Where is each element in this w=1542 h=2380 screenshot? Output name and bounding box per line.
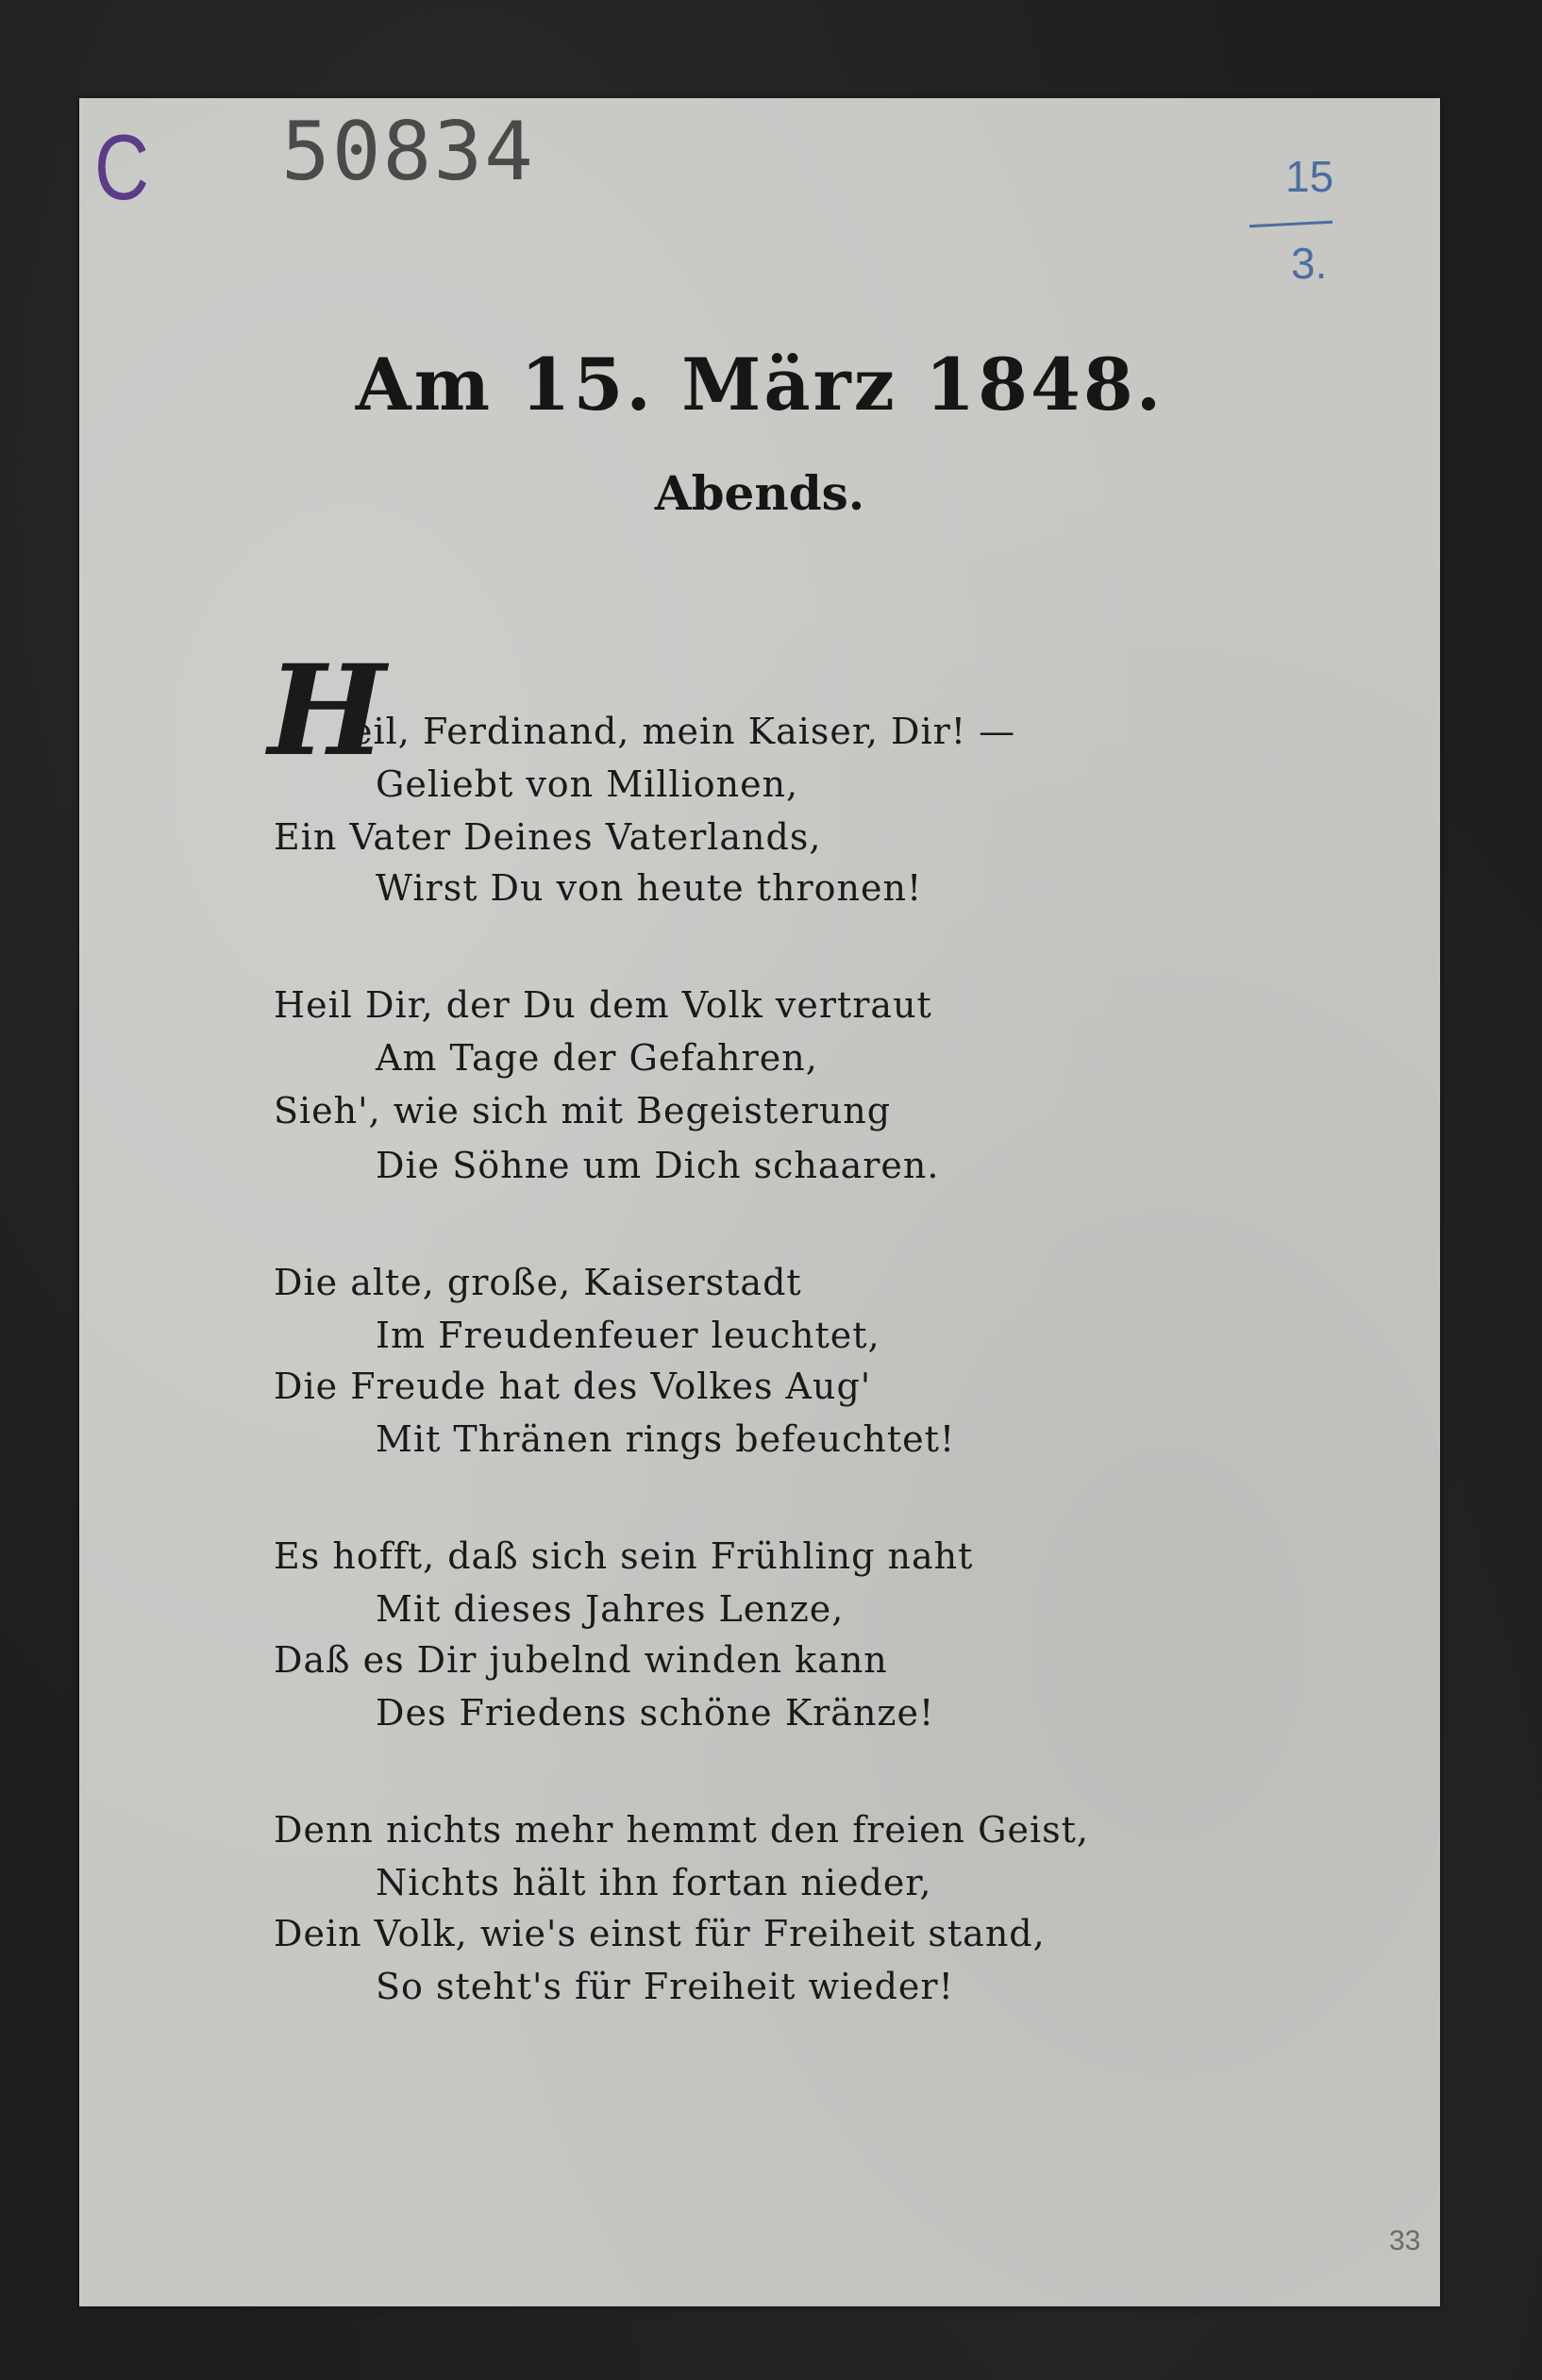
poem-line: Nichts hält ihn fortan nieder, xyxy=(376,1862,932,1903)
pencil-annotation-top: 15 xyxy=(1285,152,1334,201)
page-title: Am 15. März 1848. xyxy=(355,343,1165,427)
poem-line: Sieh', wie sich mit Begeisterung xyxy=(274,1090,892,1131)
poem-line: Wirst Du von heute thronen! xyxy=(376,867,923,909)
archive-number: 50834 xyxy=(281,105,535,199)
poem-line: Die Freude hat des Volkes Aug' xyxy=(274,1366,872,1407)
poem-line: Geliebt von Millionen, xyxy=(376,763,799,805)
poem-line: Mit dieses Jahres Lenze, xyxy=(376,1588,845,1630)
pencil-annotation-bottom: 3. xyxy=(1291,239,1328,288)
poem-line: Die Söhne um Dich schaaren. xyxy=(376,1145,940,1186)
poem-line: Denn nichts mehr hemmt den freien Geist, xyxy=(274,1809,1089,1851)
poem-line: Im Freudenfeuer leuchtet, xyxy=(376,1315,880,1356)
poem-line: Des Friedens schöne Kränze! xyxy=(376,1692,935,1734)
drop-cap: H xyxy=(268,638,386,784)
poem-line: eil, Ferdinand, mein Kaiser, Dir! — xyxy=(351,711,1016,752)
page-subtitle: Abends. xyxy=(654,465,865,521)
poem-line: Die alte, große, Kaiserstadt xyxy=(274,1262,802,1303)
poem-line: Mit Thränen rings befeuchtet! xyxy=(376,1418,956,1460)
poem-line: Ein Vater Deines Vaterlands, xyxy=(274,816,822,858)
archive-stamp-c: C xyxy=(94,115,150,219)
poem-line: Am Tage der Gefahren, xyxy=(376,1037,818,1079)
poem-line: So steht's für Freiheit wieder! xyxy=(376,1966,954,2007)
poem-line: Heil Dir, der Du dem Volk vertraut xyxy=(274,984,932,1026)
poem-line: Daß es Dir jubelnd winden kann xyxy=(274,1639,888,1681)
poem-line: Dein Volk, wie's einst für Freiheit stand, xyxy=(274,1913,1046,1954)
corner-pencil-note: 33 xyxy=(1389,2225,1421,2256)
poem-line: Es hofft, daß sich sein Frühling naht xyxy=(274,1535,974,1577)
